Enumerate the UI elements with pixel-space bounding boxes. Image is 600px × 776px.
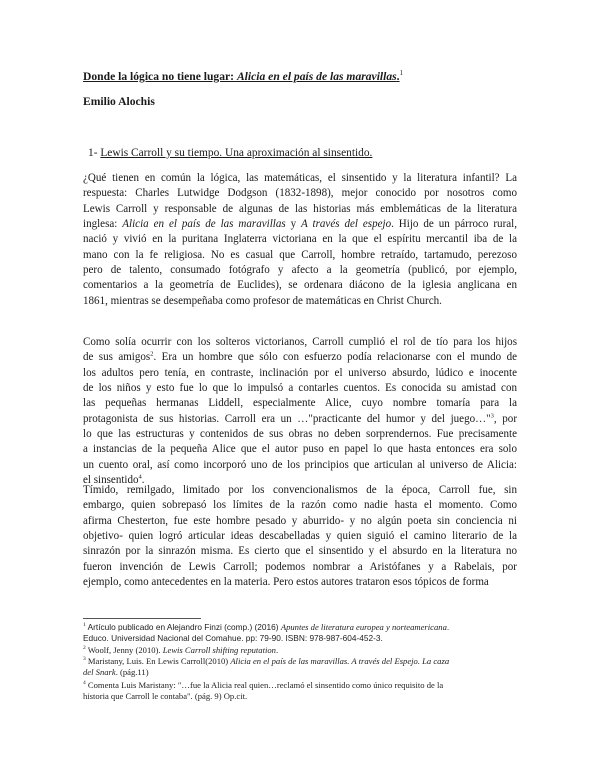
- text-run: , por: [493, 412, 517, 425]
- paragraph-3: [83, 483, 517, 590]
- title-prefix: Donde la lógica no tiene lugar:: [83, 69, 237, 83]
- text-line: [83, 483, 517, 498]
- text-line: [83, 544, 517, 559]
- text-line: [83, 498, 517, 513]
- section-title: Lewis Carroll y su tiempo. Una aproximación al sinsentido.: [100, 147, 373, 159]
- text-run: .: [275, 645, 279, 655]
- text-line: [83, 427, 517, 442]
- text-run: .: [446, 622, 450, 632]
- footnote-3: [83, 656, 523, 679]
- text-line: [83, 248, 517, 263]
- text-line: [83, 186, 517, 201]
- text-run: de los niños y esto fue lo que lo impulsó a contarles cuentos. Es conocida su amistad con: [83, 382, 517, 395]
- text-run: Lewis Carroll y responsable de algunas de las historias más emblemáticas de la literatura: [83, 202, 517, 215]
- text-line: [83, 458, 517, 473]
- text-line: [83, 232, 517, 247]
- section-heading: [88, 147, 372, 159]
- text-run: ejemplo, como antecedentes en la materia. Pero estos autores trataron esos tópicos de forma: [83, 576, 489, 589]
- text-run: Maristany, Luis. En Lewis Carroll(2010): [85, 656, 231, 666]
- text-run: afirma Chesterton, fue este hombre pesado y aburrido- y no algún poeta sin conciencia ni: [83, 514, 517, 527]
- text-line: [83, 656, 523, 667]
- text-line: [83, 381, 517, 396]
- text-run: 1861, mientras se desempeñaba como profesor de matemáticas en Christ Church.: [83, 294, 442, 307]
- text-run: . (pág.11): [115, 667, 149, 678]
- text-line: [83, 529, 517, 544]
- text-line: [83, 350, 517, 365]
- text-line: [83, 217, 517, 232]
- text-run: los adultos pero tenía, en contraste, inclinación por el universo absurdo, lúdico e inocente: [83, 366, 517, 379]
- text-line: [83, 645, 523, 656]
- text-line: [83, 667, 523, 678]
- paragraph-2: [83, 335, 517, 488]
- text-run: sinrazón por la sinrazón misma. Es cierto que el sinsentido y el absurdo en la literatura no: [83, 545, 517, 558]
- text-run: historia que Carroll le contaba". (pág. 9) Op.cit.: [83, 691, 248, 702]
- section-number: 1-: [88, 147, 101, 159]
- text-line: [83, 171, 517, 186]
- text-run: Como solía ocurrir con los solteros victorianos, Carroll cumplió el rol de tío para los hijos: [83, 336, 517, 348]
- text-run: inglesa:: [83, 218, 123, 231]
- text-line: [83, 396, 517, 411]
- footnote-ref: 2: [83, 645, 86, 652]
- text-run: Comenta Luis Maristany: "…fue la Alicia real quien…reclamó el sinsentido como único requisito de la: [85, 680, 444, 690]
- text-run: objetivo- quien logró articular ideas descabelladas y quien siguió el camino literario de la: [83, 530, 517, 543]
- text-run: Tímido, remilgado, limitado por los convencionalismos de la época, Carroll fue, sin: [83, 484, 517, 496]
- footnote-4: [83, 680, 523, 703]
- italic-text: Alicia en el país de las maravillas. A través del Espejo. La caza: [230, 656, 450, 666]
- author-name: Emilio Alochis: [83, 95, 155, 108]
- paragraph-1: [83, 171, 517, 309]
- footnote-ref: 4: [138, 473, 142, 481]
- text-run: pero de talento, consumado fotógrafo y afecto a la geometría (publicó, por ejemplo,: [83, 264, 517, 277]
- text-run: . Era un hombre que sólo con esfuerzo podía relacionarse con el mundo de: [153, 351, 518, 364]
- footnote-1: [83, 622, 523, 645]
- footnote-ref: 4: [83, 680, 86, 687]
- text-run: Woolf, Jenny (2010).: [85, 645, 163, 655]
- text-line: [83, 575, 517, 590]
- text-line: [83, 412, 517, 427]
- article-title: [83, 69, 403, 83]
- text-run: a instancias de la pequeña Alice que el autor puso en papel lo que hasta entonces era solo: [83, 443, 517, 456]
- text-run: Educo. Universidad Nacional del Comahue. pp: 79-90. ISBN: 978-987-604-452-3.: [83, 633, 383, 644]
- footnote-ref: 1: [83, 622, 86, 629]
- italic-text: Alicia en el país de las maravillas: [122, 218, 286, 231]
- italic-text: del Snark: [83, 667, 116, 678]
- footnote-separator: [83, 618, 201, 619]
- text-run: lo que las estructuras y contenidos de sus obras no deben sorprendernos. Fue precisamente: [83, 428, 517, 441]
- footnote-ref: 2: [150, 350, 154, 358]
- text-run: respuesta: Charles Lutwidge Dodgson (1832-1898), mejor conocido por nosotros como: [83, 187, 517, 200]
- text-run: Artículo publicado en Alejandro Finzi (comp.) (2016): [85, 622, 281, 632]
- text-line: [83, 263, 517, 278]
- text-run: .: [141, 474, 145, 487]
- footnote-ref: 3: [83, 656, 86, 663]
- text-line: [83, 278, 517, 293]
- text-line: [83, 514, 517, 529]
- text-run: . Hijo de un párroco rural,: [391, 218, 517, 231]
- text-run: mano con la fe religiosa. No es casual que Carroll, hombre retraído, tartamudo, perezoso: [83, 248, 517, 261]
- text-run: ¿Qué tienen en común la lógica, las matemáticas, el sinsentido y la literatura infantil? La: [83, 172, 517, 184]
- text-line: [83, 335, 517, 350]
- text-run: protagonista de sus historias. Carroll era un …"practicante del humor y del juego…": [83, 412, 491, 425]
- title-suffix: .: [396, 69, 400, 83]
- text-run: nació y vivió en la puritana Inglaterra victoriana en la que el espíritu mercantil iba de la: [83, 233, 517, 246]
- italic-text: A través del espejo: [301, 218, 392, 231]
- text-line: [83, 442, 517, 457]
- text-run: un cuento oral, así como incorporó uno de los principios que articulan al universo de Alicia:: [83, 458, 517, 471]
- text-run: el sinsentido: [83, 474, 139, 487]
- text-run: comentarios a la geometría de Euclides), se ordenara diácono de la iglesia anglicana en: [83, 279, 517, 292]
- title-footnote-ref: 1: [399, 69, 404, 77]
- text-line: [83, 680, 523, 691]
- text-run: y: [285, 218, 302, 231]
- text-line: [83, 366, 517, 381]
- text-run: fueron invención de Lewis Carroll; podemos nombrar a Aristófanes y a Rabelais, por: [83, 560, 517, 573]
- text-line: [83, 633, 523, 644]
- footnote-2: [83, 645, 523, 656]
- text-line: [83, 691, 523, 702]
- text-line: [83, 294, 517, 309]
- italic-text: Lewis Carroll shifting reputation: [162, 645, 276, 655]
- text-run: de sus amigos: [83, 351, 151, 364]
- italic-text: Apuntes de literatura europea y norteamericana: [280, 622, 447, 632]
- text-line: [83, 560, 517, 575]
- title-italic: Alicia en el país de las maravillas: [236, 69, 397, 83]
- text-line: [83, 202, 517, 217]
- footnote-ref: 3: [490, 412, 494, 420]
- text-run: las pequeñas hermanas Liddell, especialmente Alice, cuyo nombre tomaría para la: [83, 397, 517, 410]
- text-run: embargo, quien sobrepasó los límites de la razón como nadie hasta el momento. Como: [83, 499, 517, 512]
- text-line: [83, 622, 523, 633]
